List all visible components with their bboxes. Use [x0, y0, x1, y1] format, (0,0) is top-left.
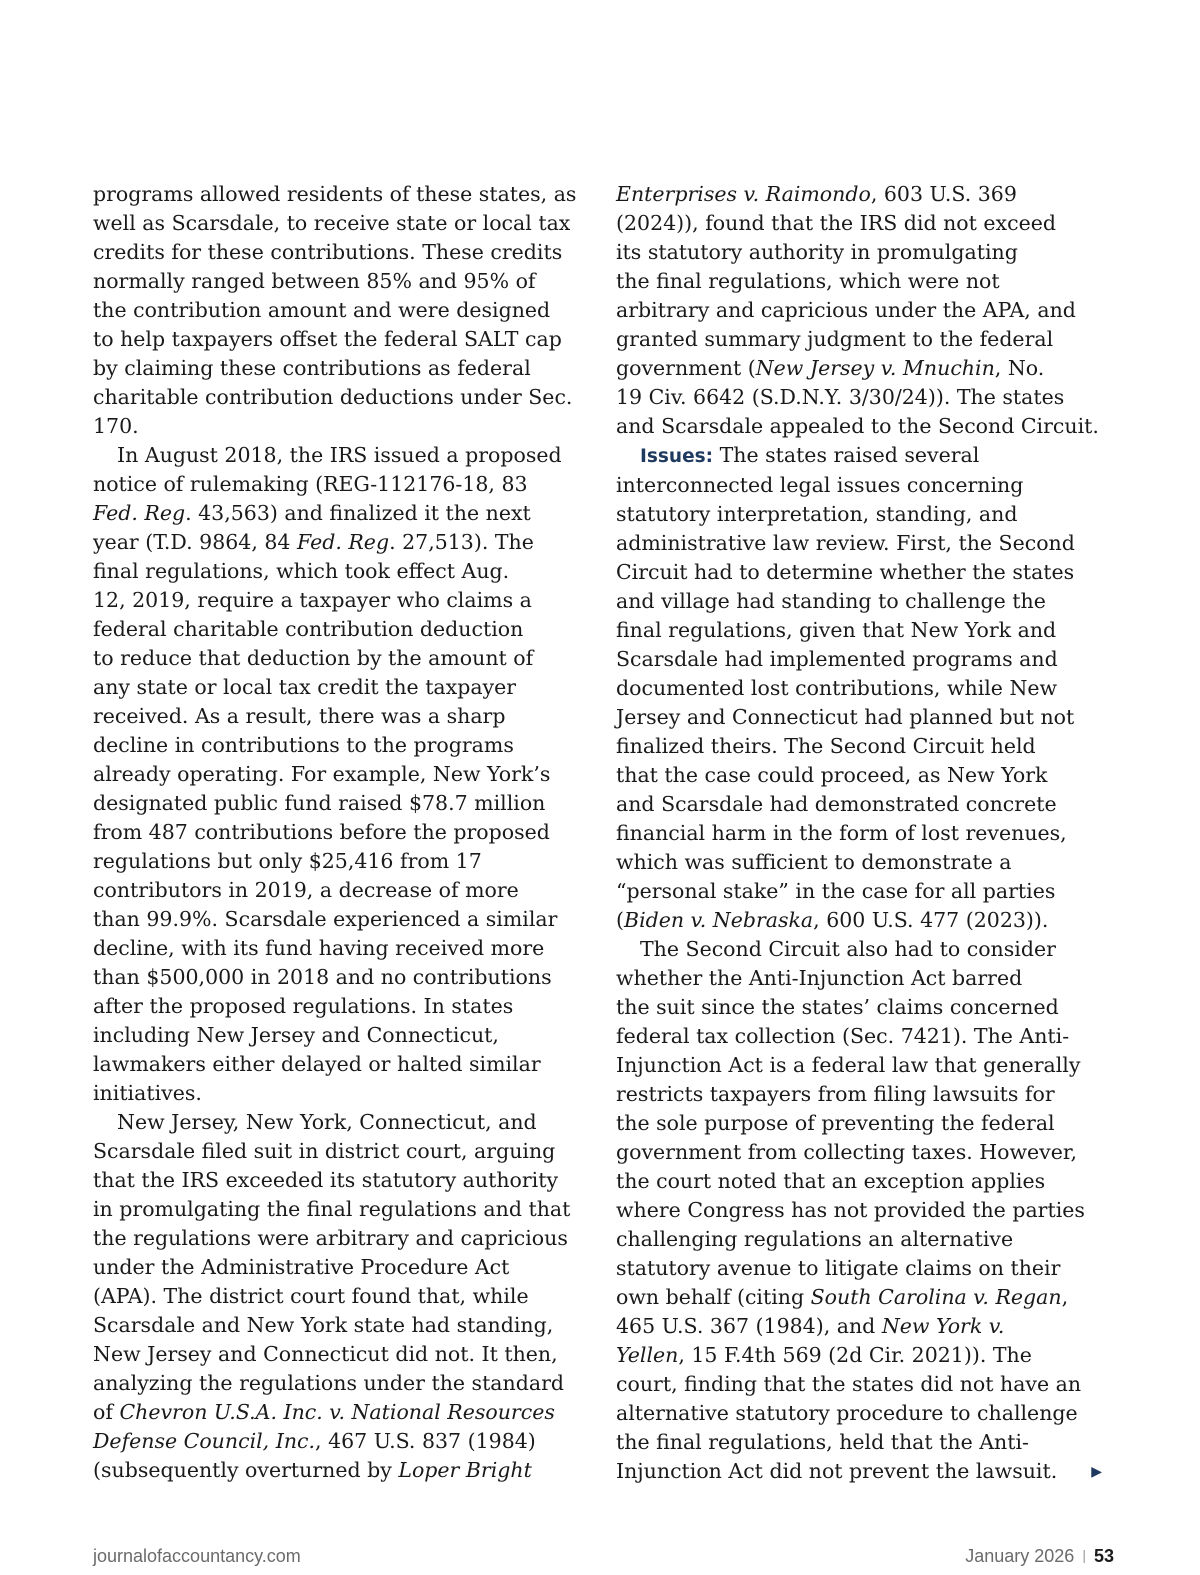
section-lead-label: Issues:	[640, 446, 714, 467]
text-span: year (T.D. 9864, 84	[93, 530, 297, 554]
text-line: 12, 2019, require a taxpayer who claims a	[93, 588, 532, 612]
paragraph	[616, 441, 1116, 935]
text-line: which was sufficient to demonstrate a	[616, 850, 1012, 874]
text-line: after the proposed regulations. In states	[93, 994, 514, 1018]
text-line: finalized theirs. The Second Circuit held	[616, 734, 1036, 758]
text-line: programs allowed residents of these states, as	[93, 182, 577, 206]
text-span: . 43,563) and finalized it the next	[185, 501, 531, 525]
citation-italic: Loper Bright	[398, 1458, 532, 1482]
citation-italic: New York v.	[881, 1314, 1005, 1338]
text-line: normally ranged between 85% and 95% of	[93, 269, 536, 293]
text-line: In August 2018, the IRS issued a proposed	[117, 443, 562, 467]
text-line: and Scarsdale appealed to the Second Circuit.	[616, 414, 1099, 438]
text-line: received. As a result, there was a sharp	[93, 704, 506, 728]
text-line: than $500,000 in 2018 and no contributions	[93, 965, 552, 989]
text-line: that the IRS exceeded its statutory authority	[93, 1168, 559, 1192]
text-line: in promulgating the final regulations and that	[93, 1197, 571, 1221]
text-span: , 600 U.S. 477 (2023)).	[813, 908, 1049, 932]
citation-italic: Yellen	[616, 1343, 679, 1367]
text-line	[616, 906, 1116, 935]
text-line: its statutory authority in promulgating	[616, 240, 1018, 264]
text-line: Jersey and Connecticut had planned but not	[616, 705, 1075, 729]
text-line: the suit since the states’ claims concerned	[616, 995, 1059, 1019]
text-line: the final regulations, which were not	[616, 269, 1000, 293]
text-line	[616, 1283, 1116, 1312]
text-line: initiatives.	[93, 1081, 202, 1105]
text-line: challenging regulations an alternative	[616, 1227, 1014, 1251]
text-line: from 487 contributions before the proposed	[93, 820, 550, 844]
text-line: The Second Circuit also had to consider	[640, 937, 1056, 961]
text-line: analyzing the regulations under the standard	[93, 1371, 564, 1395]
text-line	[93, 528, 593, 557]
text-line: New Jersey and Connecticut did not. It then,	[93, 1342, 558, 1366]
text-line: the regulations were arbitrary and capricious	[93, 1226, 568, 1250]
citation-italic: Defense Council, Inc.	[93, 1429, 316, 1453]
text-span: own behalf (citing	[616, 1285, 811, 1309]
text-line	[93, 1456, 593, 1485]
text-line: and village had standing to challenge the	[616, 589, 1046, 613]
paragraph	[93, 441, 593, 1108]
text-line: charitable contribution deductions under Sec.	[93, 385, 573, 409]
text-line: the contribution amount and were designed	[93, 298, 551, 322]
text-line: to reduce that deduction by the amount of	[93, 646, 534, 670]
paragraph	[616, 180, 1116, 441]
text-span: The states raised several	[713, 443, 980, 467]
text-line: and Scarsdale had demonstrated concrete	[616, 792, 1057, 816]
text-line: statutory avenue to litigate claims on their	[616, 1256, 1061, 1280]
text-span: , 467 U.S. 837 (1984)	[315, 1429, 536, 1453]
text-line: Scarsdale and New York state had standing,	[93, 1313, 554, 1337]
text-line: under the Administrative Procedure Act	[93, 1255, 510, 1279]
text-line	[93, 1427, 593, 1456]
text-line: by claiming these contributions as federal	[93, 356, 531, 380]
citation-italic: South Carolina v. Regan	[810, 1285, 1062, 1309]
citation-italic: Fed. Reg	[93, 501, 186, 525]
text-line: to help taxpayers offset the federal SALT cap	[93, 327, 562, 351]
text-line: the sole purpose of preventing the federal	[616, 1111, 1055, 1135]
text-line: lawmakers either delayed or halted similar	[93, 1052, 541, 1076]
text-span: Injunction Act did not prevent the lawsuit.	[616, 1459, 1058, 1483]
text-line: (2024)), found that the IRS did not exceed	[616, 211, 1056, 235]
text-line	[616, 354, 1116, 383]
text-line	[616, 1312, 1116, 1341]
text-span: ,	[1061, 1285, 1069, 1309]
text-line: restricts taxpayers from filing lawsuits for	[616, 1082, 1055, 1106]
text-span: (	[616, 908, 624, 932]
citation-italic: New Jersey v. Mnuchin	[755, 356, 995, 380]
citation-italic: Fed. Reg	[296, 530, 390, 554]
text-line: documented lost contributions, while New	[616, 676, 1058, 700]
paragraph	[616, 935, 1116, 1487]
text-span: , 15 F.4th 569 (2d Cir. 2021)). The	[678, 1343, 1032, 1367]
text-line: arbitrary and capricious under the APA, and	[616, 298, 1076, 322]
paragraph	[93, 1108, 593, 1485]
text-line: interconnected legal issues concerning	[616, 473, 1024, 497]
text-line: statutory interpretation, standing, and	[616, 502, 1018, 526]
text-line: whether the Anti-Injunction Act barred	[616, 966, 1023, 990]
text-line: Scarsdale had implemented programs and	[616, 647, 1058, 671]
text-line: alternative statutory procedure to challenge	[616, 1401, 1078, 1425]
text-line: Scarsdale filed suit in district court, arguing	[93, 1139, 556, 1163]
text-span: , 603 U.S. 369	[870, 182, 1017, 206]
text-line: final regulations, which took effect Aug.	[93, 559, 510, 583]
text-span: (subsequently overturned by	[93, 1458, 399, 1482]
text-line: financial harm in the form of lost revenues,	[616, 821, 1067, 845]
citation-italic: Chevron U.S.A. Inc. v. National Resources	[119, 1400, 555, 1424]
text-line	[616, 180, 1116, 209]
text-line	[616, 1341, 1116, 1370]
text-line: well as Scarsdale, to receive state or local tax	[93, 211, 571, 235]
text-line	[93, 499, 593, 528]
text-line: notice of rulemaking (REG-112176-18, 83	[93, 472, 528, 496]
text-line: contributors in 2019, a decrease of more	[93, 878, 519, 902]
text-line: government from collecting taxes. However,	[616, 1140, 1077, 1164]
text-line: designated public fund raised $78.7 million	[93, 791, 546, 815]
text-line: including New Jersey and Connecticut,	[93, 1023, 499, 1047]
text-line	[93, 1398, 593, 1427]
footer-page-info	[965, 1546, 1114, 1567]
text-line: federal charitable contribution deduction	[93, 617, 524, 641]
text-line: final regulations, given that New York and	[616, 618, 1057, 642]
text-line: that the case could proceed, as New York	[616, 763, 1048, 787]
footer-separator: |	[1082, 1547, 1086, 1563]
text-line: decline, with its fund having received more	[93, 936, 545, 960]
text-line: New Jersey, New York, Connecticut, and	[117, 1110, 537, 1134]
text-line: “personal stake” in the case for all parties	[616, 879, 1056, 903]
article-column-right	[616, 180, 1116, 1487]
text-line: (APA). The district court found that, while	[93, 1284, 529, 1308]
text-line: federal tax collection (Sec. 7421). The Anti-	[616, 1024, 1070, 1048]
text-line: decline in contributions to the programs	[93, 733, 514, 757]
article-column-left	[93, 180, 593, 1485]
text-span: of	[93, 1400, 120, 1424]
text-span: , No.	[994, 356, 1045, 380]
footer-website: journalofaccountancy.com	[93, 1546, 301, 1566]
text-line: Circuit had to determine whether the states	[616, 560, 1075, 584]
text-line: granted summary judgment to the federal	[616, 327, 1054, 351]
citation-italic: Enterprises v. Raimondo	[616, 182, 871, 206]
text-line: 19 Civ. 6642 (S.D.N.Y. 3/30/24)). The states	[616, 385, 1065, 409]
citation-italic: Biden v. Nebraska	[624, 908, 814, 932]
text-line: any state or local tax credit the taxpayer	[93, 675, 517, 699]
text-line: regulations but only $25,416 from 17	[93, 849, 482, 873]
paragraph	[93, 180, 593, 441]
text-line: where Congress has not provided the parties	[616, 1198, 1085, 1222]
text-line	[616, 441, 1116, 471]
text-line: administrative law review. First, the Second	[616, 531, 1075, 555]
text-span: . 27,513). The	[389, 530, 534, 554]
text-line: Injunction Act is a federal law that generally	[616, 1053, 1081, 1077]
text-line: the court noted that an exception applies	[616, 1169, 1046, 1193]
text-line: already operating. For example, New York’s	[93, 762, 551, 786]
page-number: 53	[1093, 1546, 1114, 1566]
text-span: 465 U.S. 367 (1984), and	[616, 1314, 882, 1338]
issue-date: January 2026	[965, 1546, 1075, 1566]
text-line: 170.	[93, 414, 139, 438]
text-line: the final regulations, held that the Anti-	[616, 1430, 1029, 1454]
text-span: government (	[616, 356, 756, 380]
play-arrow-icon: ▶	[1091, 1464, 1103, 1480]
text-line: court, finding that the states did not have an	[616, 1372, 1082, 1396]
text-line: than 99.9%. Scarsdale experienced a similar	[93, 907, 558, 931]
text-line	[616, 1457, 1116, 1487]
text-line: credits for these contributions. These credits	[93, 240, 563, 264]
